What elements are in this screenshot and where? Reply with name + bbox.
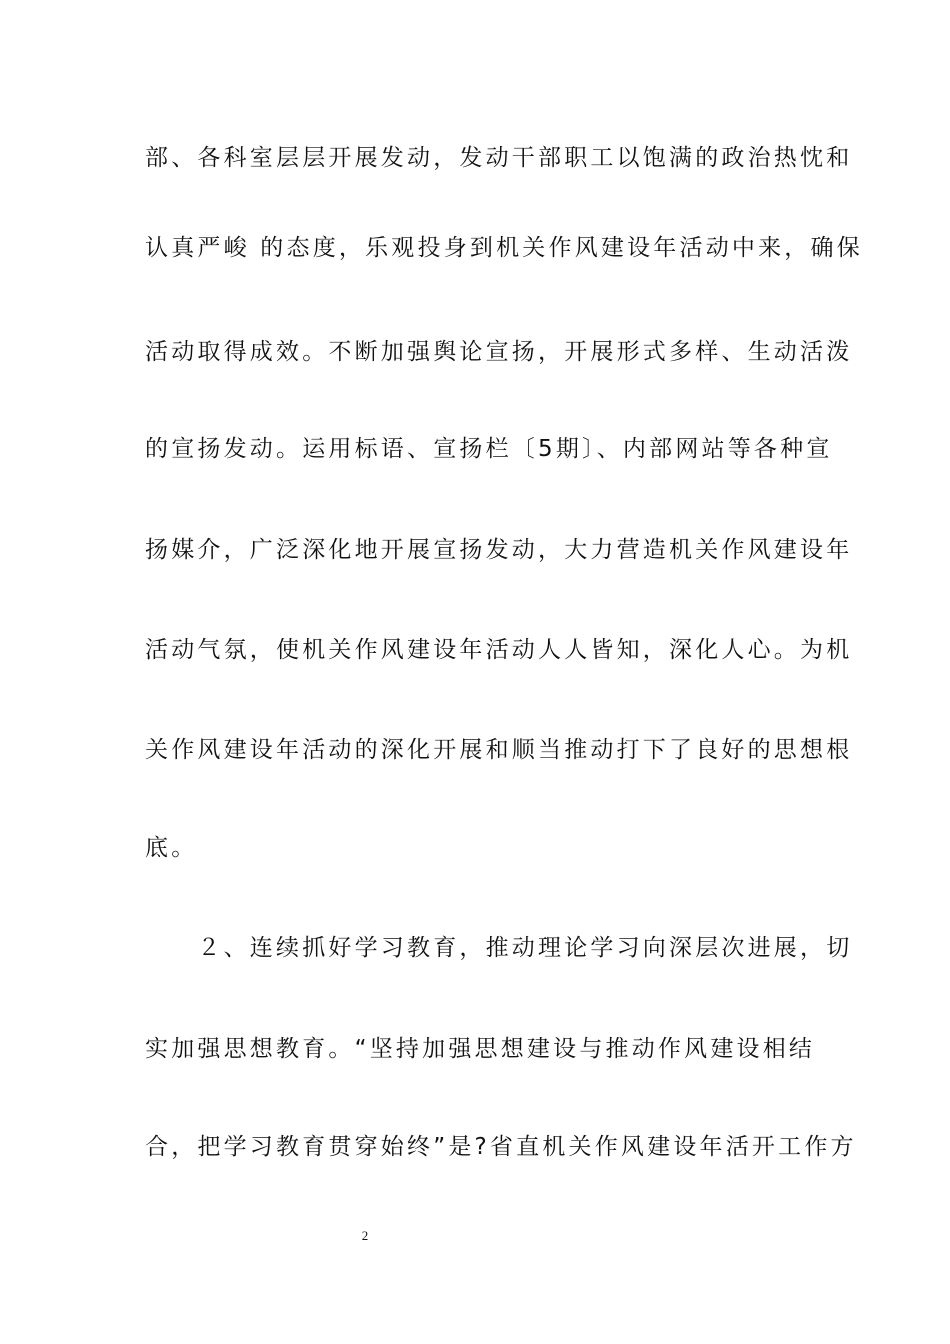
- body-text-line: 的宣扬发动。运用标语、宣扬栏〔5期〕、内部网站等各种宣: [145, 436, 833, 462]
- body-text-line: 合，把学习教育贯穿始终”是?省直机关作风建设年活开工作方: [145, 1134, 857, 1160]
- body-text-line: 部、各科室层层开展发动，发动干部职工以饱满的政治热忱和: [145, 145, 853, 171]
- page-number: 2: [361, 1228, 369, 1243]
- body-text-line: 扬媒介，广泛深化地开展宣扬发动，大力营造机关作风建设年: [145, 537, 853, 563]
- body-text-line: 认真严峻 的态度，乐观投身到机关作风建设年活动中来，确保: [145, 235, 863, 261]
- body-text-line: 关作风建设年活动的深化开展和顺当推动打下了良好的思想根: [145, 737, 853, 763]
- body-text-line: 活动气氛，使机关作风建设年活动人人皆知，深化人心。为机: [145, 637, 853, 663]
- body-text-line: 实加强思想教育。“坚持加强思想建设与推动作风建设相结: [145, 1036, 816, 1062]
- body-text-line: 活动取得成效。不断加强舆论宣扬，开展形式多样、生动活泼: [145, 339, 853, 365]
- body-text-line: 底。: [145, 835, 198, 861]
- body-text-line: ２、连续抓好学习教育，推动理论学习向深层次进展，切: [145, 935, 853, 961]
